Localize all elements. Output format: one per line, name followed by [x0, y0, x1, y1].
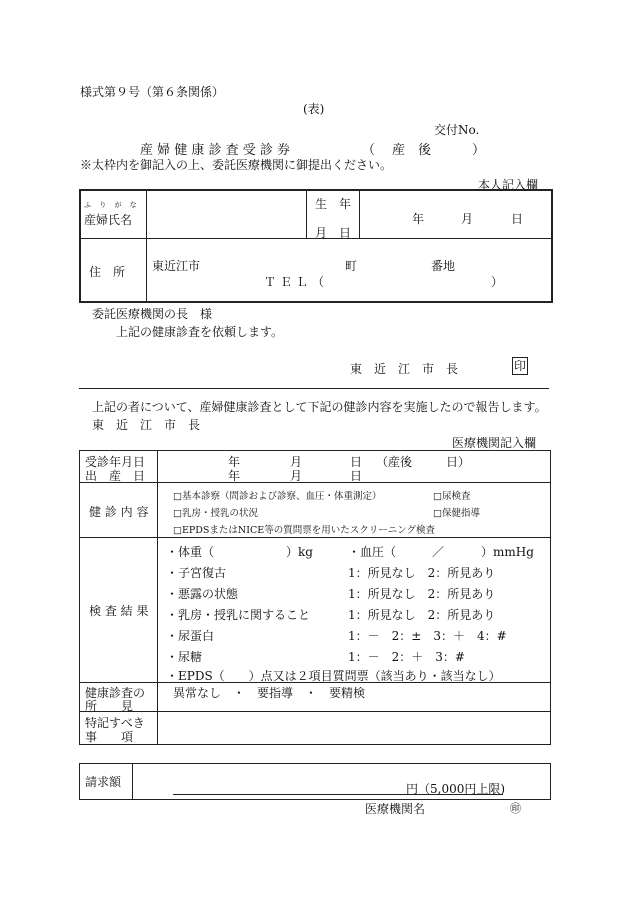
- mayor-seal: 印: [513, 359, 526, 373]
- kofu-number: 交付No.: [434, 123, 480, 137]
- honnin-label: 本人記入欄: [478, 178, 539, 192]
- birth-gatsu: 月: [315, 226, 328, 240]
- shussan-label: 出 産 日: [85, 469, 146, 483]
- birth-date-gatsu: 月: [461, 212, 474, 226]
- jushin-gatsu: 月: [290, 455, 303, 469]
- shussan-nen: 年: [228, 469, 241, 483]
- furigana-label: ふ り が な: [84, 201, 140, 209]
- birth-sei: 生: [315, 197, 328, 211]
- tokki-label-1: 特記すべき: [85, 716, 145, 730]
- sango-hi: 日）: [446, 455, 471, 469]
- iryo-name-label: 医療機関名: [365, 802, 426, 816]
- birth-date-nen: 年: [412, 212, 425, 226]
- checkbox-nyo[interactable]: □尿検査: [433, 491, 471, 502]
- shoken-label-1: 健康診査の: [85, 686, 146, 700]
- kenshin-label: 健 診 内 容: [89, 505, 149, 519]
- claim-yen: 円（5,000円上限): [406, 782, 506, 796]
- bp-slash: ／: [432, 545, 445, 559]
- epds-line: ・EPDS（ ）点又は２項目質問票（該当あり・該当なし）: [166, 669, 501, 683]
- omote-label: (表): [303, 102, 325, 116]
- address-label: 住 所: [89, 265, 126, 279]
- result-name: ・乳房・授乳に関すること: [166, 608, 311, 622]
- shussan-gatsu: 月: [290, 469, 303, 483]
- banchi-text: 番地: [431, 259, 456, 273]
- divider: [79, 388, 549, 389]
- result-opts: 1：－ 2：＋ 3：#: [348, 650, 465, 664]
- bp-unit: ）mmHg: [481, 545, 534, 559]
- request-body: 上記の健康診査を依頼します。: [116, 325, 284, 339]
- result-name: ・子宮復古: [166, 566, 227, 580]
- tel-close: ）: [491, 275, 504, 289]
- result-opts: 1：所見なし 2：所見あり: [348, 608, 496, 622]
- form-title: 産 婦 健 康 診 査 受 診 券: [140, 143, 291, 158]
- iryo-seal: ㊞: [510, 802, 521, 815]
- jushin-label: 受診年月日: [85, 455, 146, 469]
- checkbox-kihon[interactable]: □基本診察（問診および診察、血圧・体重測定）: [173, 491, 382, 502]
- weight-unit: ）kg: [286, 545, 313, 559]
- result-name: ・悪露の状態: [166, 587, 239, 601]
- bp-label: ・血圧（: [348, 545, 397, 559]
- result-opts: 1：－ 2：± 3：＋ 4：#: [348, 629, 507, 643]
- jushin-nen: 年: [228, 455, 241, 469]
- kekka-label: 検 査 結 果: [89, 604, 149, 618]
- report-body: 上記の者について、産婦健康診査として下記の健診内容を実施したので報告します。: [92, 400, 547, 414]
- title-paren-open: （: [362, 143, 376, 158]
- city-text: 東近江市: [152, 259, 201, 273]
- name-label: 産婦氏名: [84, 213, 133, 227]
- form-number: 様式第９号（第６条関係）: [80, 85, 225, 99]
- jushin-hi: 日: [350, 455, 363, 469]
- iryo-label: 医療機関記入欄: [452, 436, 537, 450]
- result-opts: 1：所見なし 2：所見あり: [348, 587, 496, 601]
- cho-text: 町: [345, 259, 358, 273]
- sango-label: （産後: [376, 455, 413, 469]
- checkbox-nyubo[interactable]: □乳房・授乳の状況: [173, 508, 258, 519]
- exam-table: [79, 450, 551, 745]
- birth-nen: 年: [339, 197, 352, 211]
- checkbox-hoken[interactable]: □保健指導: [433, 508, 480, 519]
- result-name: ・尿蛋白: [166, 629, 215, 643]
- title-sango: 産 後: [392, 143, 432, 158]
- name-field[interactable]: [147, 193, 305, 236]
- tel-label: ＴＥＬ（: [264, 275, 329, 289]
- instruction: ※太枠内を御記入の上、委託医療機関に御提出ください。: [80, 158, 393, 172]
- birth-hi: 日: [339, 226, 352, 240]
- shoken-label-2: 所 見: [85, 699, 134, 713]
- tokki-field[interactable]: [159, 713, 547, 742]
- request-to: 委託医療機関の長 様: [92, 307, 213, 321]
- applicant-table: [79, 189, 553, 303]
- claim-box: [79, 763, 551, 800]
- request-mayor: 東 近 江 市 長: [350, 362, 459, 376]
- result-opts: 1：所見なし 2：所見あり: [348, 566, 496, 580]
- weight-label: ・体重（: [166, 545, 215, 559]
- birth-date-hi: 日: [511, 212, 524, 226]
- report-mayor: 東 近 江 市 長: [92, 418, 201, 432]
- claim-label: 請求額: [85, 775, 122, 789]
- result-name: ・尿糖: [166, 650, 203, 664]
- tokki-label-2: 事 項: [85, 730, 134, 744]
- shussan-hi: 日: [350, 469, 363, 483]
- shoken-options[interactable]: 異常なし ・ 要指導 ・ 要精検: [173, 686, 366, 700]
- claim-amount-field[interactable]: [174, 768, 404, 792]
- checkbox-epds[interactable]: □EPDSまたはNICE等の質問票を用いたスクリーニング検査: [173, 525, 436, 536]
- title-paren-close: ）: [472, 143, 486, 158]
